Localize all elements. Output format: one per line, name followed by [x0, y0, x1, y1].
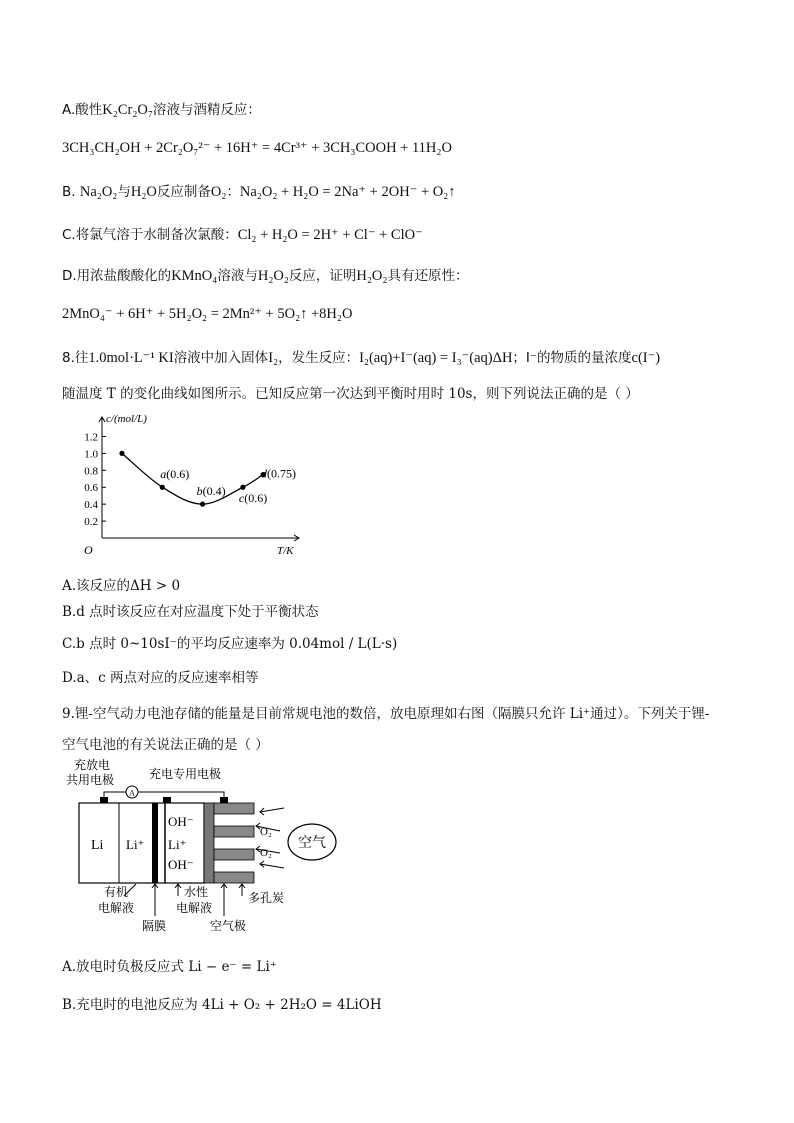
q7-b-text-6: ： — [226, 184, 240, 200]
data-point — [160, 485, 165, 490]
q7-b-text-2: 与 — [117, 184, 131, 200]
data-point — [200, 502, 205, 507]
air-label: 空气 — [298, 835, 326, 851]
q7-d-text-5: 反应，证明 — [288, 268, 357, 284]
q7-d-formula-2: KMnO₄ — [171, 268, 218, 284]
data-point-label: c(0.6) — [238, 491, 268, 506]
air-electrode-terminal — [220, 797, 228, 803]
charge-electrode-label: 充电专用电极 — [149, 767, 222, 781]
y-tick-label: 0.8 — [84, 465, 98, 478]
q7-d-text-7: 具有还原性： — [387, 268, 469, 284]
separator — [152, 803, 158, 883]
ammeter-label: A — [129, 788, 135, 798]
q7-d-text-1: D.用浓盐酸酸化的 — [62, 268, 172, 284]
q7-d-formula-4: H₂O₂ — [257, 268, 289, 284]
aqueous-electrolyte-label-2: 电解液 — [176, 901, 213, 915]
q8-option-a: A.该反应的ΔH > 0 — [62, 578, 181, 594]
oxygen-arrows — [256, 808, 284, 868]
q7-option-d-equation: 2MnO₄⁻ + 6H⁺ + 5H₂O₂ = 2Mn²⁺ + 5O₂↑ +8H₂O — [62, 306, 353, 322]
organic-electrolyte-label-1: 有机 — [104, 885, 129, 899]
q7-option-b — [62, 180, 456, 201]
q7-a-text: 溶液与酒精反应： — [152, 102, 261, 118]
q7-d-formula-6: H₂O₂ — [356, 268, 388, 284]
q8-stem-f: I₂(aq)+I⁻(aq) = I₃⁻(aq)ΔH — [359, 350, 513, 366]
oxygen-label-bottom: O₂ — [260, 847, 272, 859]
q7-b-formula-1: Na₂O₂ — [79, 184, 118, 200]
q7-b-formula-5: O₂ — [210, 184, 227, 200]
data-point — [240, 485, 245, 490]
li-ion-label-left: Li⁺ — [126, 837, 145, 852]
shared-electrode-label-2: 共用电极 — [66, 773, 115, 787]
data-point-label: b(0.4) — [196, 484, 226, 499]
q7-b-label: B. — [62, 184, 76, 200]
q7-b-equation: Na₂O₂ + H₂O = 2Na⁺ + 2OH⁻ + O₂↑ — [239, 184, 456, 200]
q8-stem-h: c(I⁻) — [631, 350, 661, 366]
q8-option-c: C.b 点时 0~10sI⁻的平均反应速率为 0.04mol / L(L·s) — [62, 636, 398, 652]
porous-carbon-tooth-2 — [214, 826, 254, 837]
q7-c-text: C.将氯气溶于水制备次氯酸： — [62, 227, 238, 243]
q9-option-a: A.放电时负极反应式 Li − e⁻ = Li⁺ — [62, 959, 277, 975]
shared-electrode-terminal — [100, 797, 108, 803]
q9-stem-line-1: 9.锂-空气动力电池存储的能量是目前常规电池的数倍，放电原理如右图（隔膜只允许 Li⁺通过）。下列关于锂- — [62, 706, 710, 722]
oxygen-label-top: O₂ — [260, 826, 272, 838]
q7-option-d — [62, 264, 468, 285]
q8-option-b: B.d 点时该反应在对应温度下处于平衡状态 — [62, 604, 319, 620]
y-tick-label: 1.2 — [84, 431, 98, 444]
origin-label: O — [84, 543, 93, 557]
y-axis-label: c/(mol/L) — [106, 413, 147, 425]
lithium-air-battery-diagram — [64, 756, 354, 938]
q7-b-formula-3: H₂O — [130, 184, 157, 200]
hydroxide-label-bottom: OH⁻ — [168, 857, 194, 872]
q8-stem-line-2: 随温度 T 的变化曲线如图所示。已知反应第一次达到平衡时用时 10s，则下列说法正确的是（ ） — [62, 386, 639, 402]
y-tick-label: 1.0 — [84, 448, 98, 461]
q9-option-b: B.充电时的电池反应为 4Li + O₂ + 2H₂O = 4LiOH — [62, 997, 382, 1013]
charge-electrode-terminal — [163, 797, 171, 803]
organic-electrolyte-label-2: 电解液 — [98, 901, 135, 915]
q8-stem-a: 8.往 — [62, 350, 89, 366]
shared-electrode-label-1: 充放电 — [74, 758, 111, 772]
data-point-label: d(0.75) — [261, 466, 297, 481]
wire-right — [138, 792, 224, 800]
porous-carbon-tooth-3 — [214, 849, 254, 860]
air-electrode-backbone — [204, 803, 214, 883]
q8-stem-d: I₂ — [268, 350, 279, 366]
q8-stem-g: ；I⁻的物质的量浓度 — [512, 350, 632, 366]
q9-stem-line-2: 空气电池的有关说法正确的是（ ） — [62, 737, 269, 753]
aqueous-electrolyte-label-1: 水性 — [184, 885, 209, 899]
lithium-label: Li — [91, 838, 104, 853]
porous-carbon-tooth-1 — [214, 803, 254, 814]
y-tick-label: 0.6 — [84, 482, 98, 495]
data-point — [119, 451, 124, 456]
q7-option-c — [62, 223, 423, 244]
x-axis-label: T/K — [277, 545, 294, 557]
y-tick-label: 0.2 — [84, 516, 98, 529]
q7-option-a-equation: 3CH₃CH₂OH + 2Cr₂O₇²⁻ + 16H⁺ = 4Cr³⁺ + 3CH₃COOH + 11H₂O — [62, 140, 452, 156]
concentration-chart — [64, 408, 314, 560]
q7-a-formula: K₂Cr₂O₇ — [102, 102, 153, 118]
q8-stem-c: 溶液中加入固体 — [173, 350, 269, 366]
separator-label: 隔膜 — [142, 919, 167, 933]
porous-carbon-tooth-4 — [214, 872, 254, 883]
q7-a-label: A.酸性 — [62, 102, 103, 118]
data-point-label: a(0.6) — [160, 467, 190, 482]
hydroxide-label-top: OH⁻ — [168, 814, 194, 829]
q7-d-text-3: 溶液与 — [217, 268, 258, 284]
q8-option-d: D.a、c 两点对应的反应速率相等 — [62, 670, 259, 686]
y-tick-label: 0.4 — [84, 499, 98, 512]
q8-stem-e: ，发生反应： — [278, 350, 360, 366]
porous-carbon-label: 多孔炭 — [248, 891, 285, 905]
q8-stem-b: 1.0mol·L⁻¹ KI — [88, 350, 174, 366]
q7-option-a — [62, 98, 261, 119]
q8-stem-line-1 — [62, 346, 660, 367]
q7-c-equation: Cl₂ + H₂O = 2H⁺ + Cl⁻ + ClO⁻ — [237, 227, 423, 243]
air-electrode-label: 空气极 — [210, 919, 247, 933]
li-ion-label-right: Li⁺ — [168, 837, 187, 852]
q7-b-text-4: 反应制备 — [156, 184, 211, 200]
